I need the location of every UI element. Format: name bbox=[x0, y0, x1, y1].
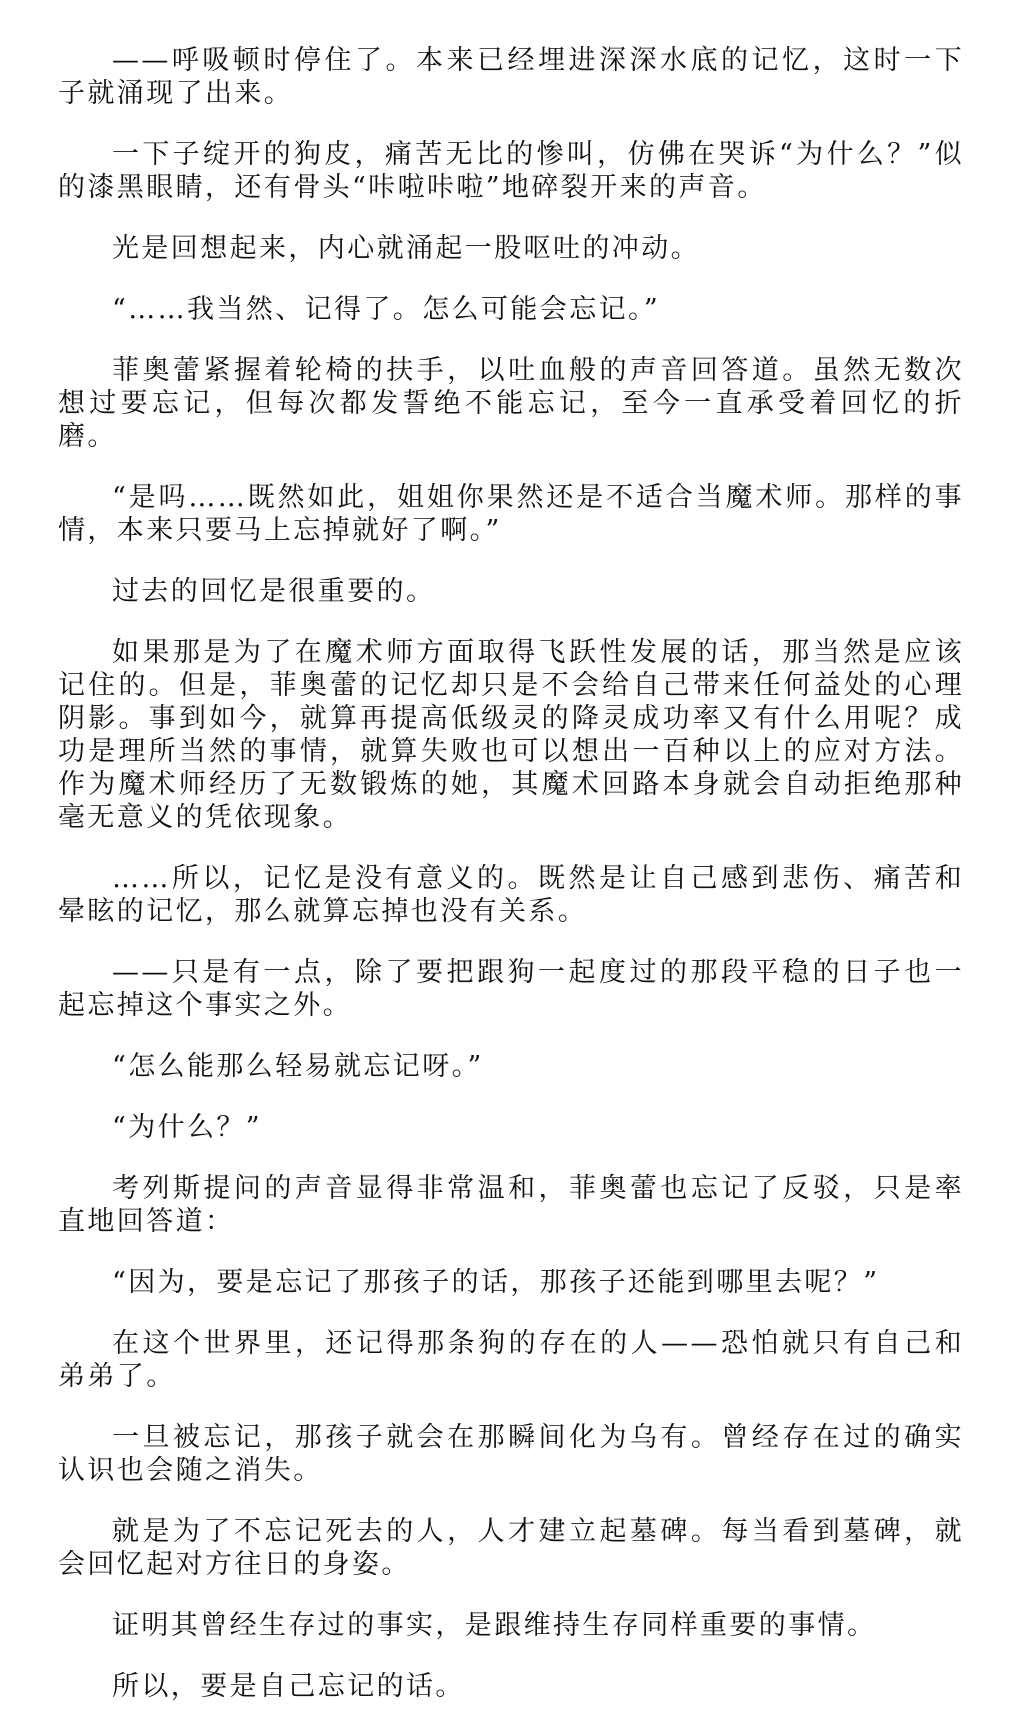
paragraph: 光是回想起来，内心就涌起一股呕吐的冲动。 bbox=[112, 233, 700, 264]
paragraph: 如果那是为了在魔术师方面取得飞跃性发展的话，那当然是应该记住的。但是，菲奥蕾的记忆却只是不会给自己带来任何益处的心理阴影。事到如今，就算再提高低级灵的降灵成功率又有什么用呢？成功是理所当然的事情，就算失败也可以想出一百种以上的应对方法。作为魔术师经历了无数锻炼的她，其魔术回路本身就会自动拒绝那种毫无意义的凭依现象。 bbox=[58, 637, 964, 833]
paragraph: 一旦被忘记，那孩子就会在那瞬间化为乌有。曾经存在过的确实认识也会随之消失。 bbox=[58, 1422, 964, 1486]
paragraph: ——只是有一点，除了要把跟狗一起度过的那段平稳的日子也一起忘掉这个事实之外。 bbox=[58, 957, 964, 1021]
paragraph: 考列斯提问的声音显得非常温和，菲奥蕾也忘记了反驳，只是率直地回答道： bbox=[58, 1173, 964, 1237]
paragraph: 在这个世界里，还记得那条狗的存在的人——恐怕就只有自己和弟弟了。 bbox=[58, 1328, 964, 1392]
paragraph: “因为，要是忘记了那孩子的话，那孩子还能到哪里去呢？” bbox=[112, 1267, 880, 1298]
paragraph: 一下子绽开的狗皮，痛苦无比的惨叫，仿佛在哭诉“为什么？”似的漆黑眼睛，还有骨头“咔啦咔啦”地碎裂开来的声音。 bbox=[58, 139, 964, 203]
paragraph: “是吗……既然如此，姐姐你果然还是不适合当魔术师。那样的事情，本来只要马上忘掉就好了啊。” bbox=[58, 482, 964, 546]
paragraph: “……我当然、记得了。怎么可能会忘记。” bbox=[112, 294, 661, 325]
paragraph: 就是为了不忘记死去的人，人才建立起墓碑。每当看到墓碑，就会回忆起对方往日的身姿。 bbox=[58, 1516, 964, 1580]
paragraph: 证明其曾经生存过的事实，是跟维持生存同样重要的事情。 bbox=[112, 1610, 877, 1641]
paragraph: “怎么能那么轻易就忘记呀。” bbox=[112, 1051, 484, 1082]
paragraph: 过去的回忆是很重要的。 bbox=[112, 576, 436, 607]
paragraph: 菲奥蕾紧握着轮椅的扶手，以吐血般的声音回答道。虽然无数次想过要忘记，但每次都发誓绝不能忘记，至今一直承受着回忆的折磨。 bbox=[58, 355, 964, 452]
document-body bbox=[58, 44, 964, 1731]
paragraph: ……所以，记忆是没有意义的。既然是让自己感到悲伤、痛苦和晕眩的记忆，那么就算忘掉也没有关系。 bbox=[58, 863, 964, 927]
paragraph: ——呼吸顿时停住了。本来已经埋进深深水底的记忆，这时一下子就涌现了出来。 bbox=[58, 45, 964, 109]
paragraph: “为什么？” bbox=[112, 1112, 263, 1143]
paragraph: 所以，要是自己忘记的话。 bbox=[112, 1671, 465, 1702]
